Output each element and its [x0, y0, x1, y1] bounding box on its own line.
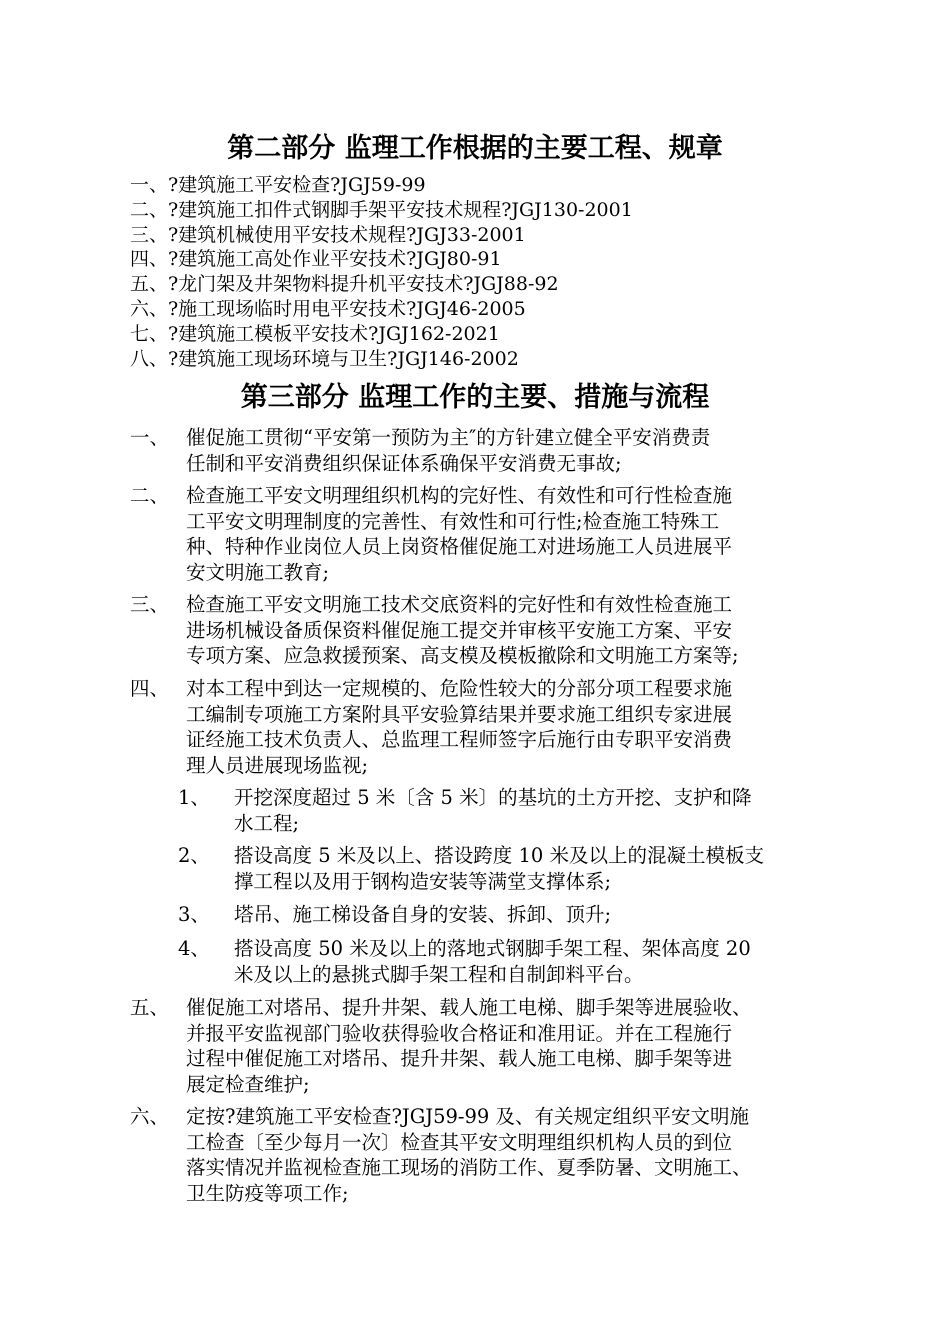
sub-item-text-line: 水工程; [234, 811, 300, 835]
sub-item-text-line: 米及以上的悬挑式脚手架工程和自制卸料平台。 [234, 962, 644, 986]
item-text-line: 并报平安监视部门验收获得验收合格证和准用证。并在工程施行 [186, 1021, 733, 1045]
sub-item-text-line: 开挖深度超过 5 米〔含 5 米〕的基坑的土方开挖、支护和降 [234, 786, 752, 809]
item-text-line: 定按?建筑施工平安检查?JGJ59-99 及、有关规定组织平安文明施 [186, 1105, 750, 1128]
sub-item-text-line: 撑工程以及用于钢构造安装等满堂支撑体系; [234, 869, 612, 893]
sub-item-number: 3、 [178, 903, 210, 926]
regulation-item: 六、?施工现场临时用电平安技术?JGJ46-2005 [130, 297, 526, 320]
item-text-line: 检查施工平安文明施工技术交底资料的完好性和有效性检查施工 [186, 593, 733, 616]
sub-item-text-line: 塔吊、施工梯设备自身的安装、拆卸、顶升; [234, 903, 612, 926]
sub-item-text-line: 搭设高度 5 米及以上、搭设跨度 10 米及以上的混凝土模板支 [234, 844, 765, 867]
item-text-line: 检查施工平安文明理组织机构的完好性、有效性和可行性检查施 [186, 484, 733, 507]
item-text-line: 安文明施工教育; [186, 560, 330, 584]
regulation-item: 一、?建筑施工平安检查?JGJ59-99 [130, 174, 426, 196]
item-text-line: 种、特种作业岗位人员上岗资格催促施工对进场施工人员进展平 [186, 535, 733, 558]
sub-item-text-line: 搭设高度 50 米及以上的落地式钢脚手架工程、架体高度 20 [234, 937, 751, 960]
item-text-line: 过程中催促施工对塔吊、提升井架、载人施工电梯、脚手架等进 [186, 1047, 733, 1070]
item-number: 二、 [130, 484, 170, 507]
regulation-item: 四、?建筑施工高处作业平安技术?JGJ80-91 [130, 248, 502, 271]
regulation-list [130, 173, 633, 371]
item-text-line: 证经施工技术负责人、总监理工程师签字后施行由专职平安消费 [186, 728, 733, 751]
regulation-item: 五、?龙门架及井架物料提升机平安技术?JGJ88-92 [130, 273, 559, 296]
part3-heading: 第三部分 监理工作的主要、措施与流程 [240, 382, 710, 413]
regulation-item: 八、?建筑施工现场环境与卫生?JGJ146-2002 [130, 347, 519, 370]
item-number: 六、 [130, 1105, 170, 1128]
item-text-line: 工平安文明理制度的完善性、有效性和可行性;检查施工特殊工 [186, 509, 720, 533]
regulation-item: 二、?建筑施工扣件式钢脚手架平安技术规程?JGJ130-2001 [130, 198, 633, 221]
item-text-line: 催促施工贯彻“平安第一预防为主″的方针建立健全平安消费责 [186, 426, 711, 449]
item-text-line: 任制和平安消费组织保证体系确保平安消费无事故; [186, 451, 622, 475]
item-text-line: 工编制专项施工方案附具平安验算结果并要求施工组织专家进展 [186, 702, 733, 726]
item-number: 三、 [130, 593, 170, 616]
sub-item-number: 4、 [178, 937, 210, 960]
item-text-line: 工检查〔至少每月一次〕检查其平安文明理组织机构人员的到位 [186, 1130, 733, 1154]
item-text-line: 对本工程中到达一定规模的、危险性较大的分部分项工程要求施 [186, 677, 733, 700]
item-text-line: 卫生防疫等项工作; [186, 1181, 349, 1205]
sub-item-number: 1、 [178, 786, 210, 809]
item-text-line: 催促施工对塔吊、提升井架、载人施工电梯、脚手架等进展验收、 [186, 996, 752, 1019]
regulation-item: 七、?建筑施工模板平安技术?JGJ162-2021 [130, 322, 500, 345]
item-number: 五、 [130, 996, 170, 1019]
item-number: 一、 [130, 426, 170, 449]
item-text-line: 理人员进展现场监视; [186, 753, 369, 777]
item-text-line: 专项方案、应急救援预案、高支模及模板撤除和文明施工方案等; [186, 644, 739, 667]
part2-heading: 第二部分 监理工作根据的主要工程、规章 [227, 133, 723, 164]
item-text-line: 进场机械设备质保资料催促施工提交并审核平安施工方案、平安 [186, 618, 733, 642]
regulation-item: 三、?建筑机械使用平安技术规程?JGJ33-2001 [130, 223, 526, 246]
item-text-line: 落实情况并监视检查施工现场的消防工作、夏季防暑、文明施工、 [186, 1156, 752, 1179]
item-number: 四、 [130, 677, 170, 700]
item-text-line: 展定检查维护; [186, 1072, 310, 1096]
sub-item-number: 2、 [178, 844, 210, 867]
